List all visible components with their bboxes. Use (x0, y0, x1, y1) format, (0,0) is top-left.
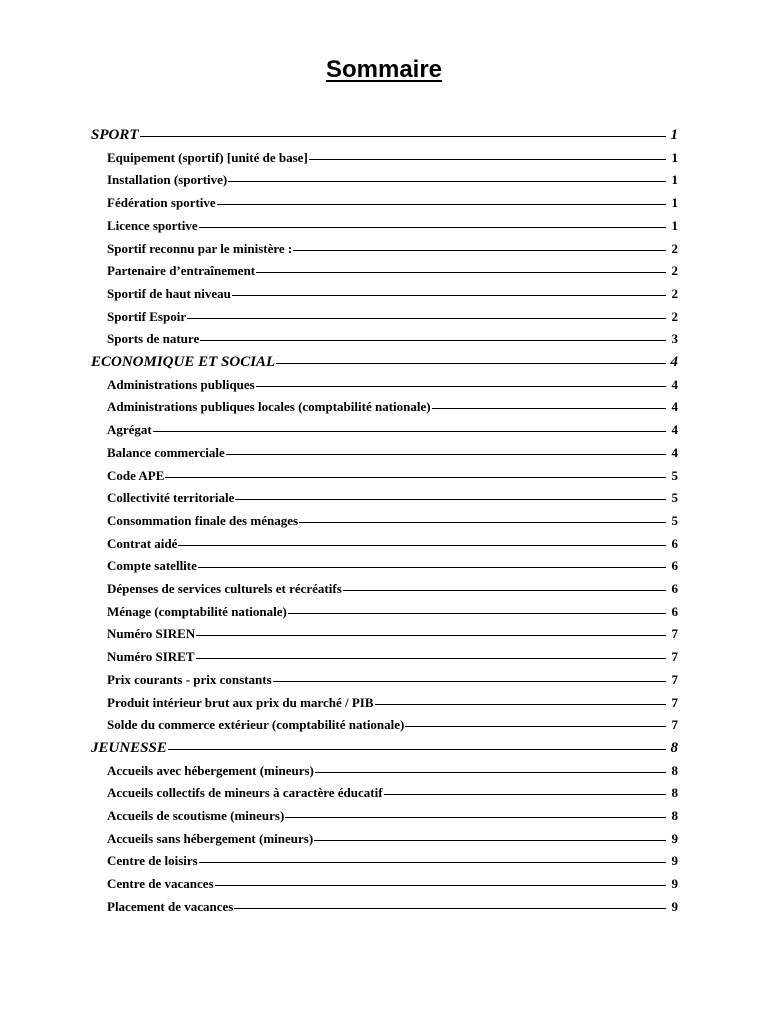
toc-page-number: 9 (671, 830, 678, 846)
toc-label: Sports de nature (107, 331, 200, 347)
toc-leader (165, 477, 666, 478)
toc-label: ECONOMIQUE ET SOCIAL (91, 354, 276, 370)
toc-page-number: 3 (671, 331, 678, 347)
toc-entry[interactable] (107, 328, 678, 350)
toc-entry[interactable] (107, 601, 678, 623)
toc-leader (273, 681, 666, 682)
toc-leader (153, 431, 666, 432)
toc-entry[interactable] (107, 374, 678, 396)
toc-entry[interactable] (107, 419, 678, 441)
toc-leader (309, 159, 666, 160)
toc-leader (198, 567, 666, 568)
toc-entry[interactable] (107, 646, 678, 668)
toc-page-number: 9 (671, 876, 678, 892)
toc-page-number: 8 (670, 739, 678, 756)
toc-label: Sportif Espoir (107, 308, 187, 324)
toc-leader (343, 590, 666, 591)
toc-label: Numéro SIRET (107, 649, 195, 665)
toc-page-number: 6 (671, 581, 678, 596)
toc-leader (215, 885, 666, 886)
toc-entry[interactable] (107, 215, 678, 237)
toc-leader (168, 749, 666, 750)
toc-entry[interactable] (107, 714, 678, 736)
toc-label: Sportif reconnu par le ministère : (107, 240, 293, 256)
toc-leader (256, 386, 666, 387)
toc-label: Accueils de scoutisme (mineurs) (107, 808, 285, 823)
toc-page-number: 5 (671, 467, 678, 483)
toc-leader (140, 136, 666, 137)
toc-page-number: 1 (670, 127, 678, 143)
toc-page-number: 7 (671, 671, 678, 687)
toc-label: Centre de loisirs (107, 853, 198, 869)
toc-leader (315, 772, 666, 773)
toc-page-number: 4 (671, 422, 678, 438)
toc-entry[interactable] (107, 169, 678, 191)
toc-leader (232, 295, 666, 296)
toc-entry[interactable] (107, 442, 678, 464)
toc-page-number: 6 (671, 558, 678, 574)
toc-section[interactable] (91, 351, 678, 373)
toc-leader (384, 794, 666, 795)
toc-entry[interactable] (107, 306, 678, 328)
toc-entry[interactable] (107, 805, 678, 827)
toc-entry[interactable] (107, 896, 678, 918)
toc-page-number: 4 (671, 399, 678, 415)
toc-page-number: 7 (671, 694, 678, 710)
toc-page-number: 5 (671, 512, 678, 528)
toc-leader (228, 181, 666, 182)
toc-page-number: 7 (671, 649, 678, 665)
toc-entry[interactable] (107, 465, 678, 487)
toc-section[interactable] (91, 124, 678, 146)
toc-entry[interactable] (107, 487, 678, 509)
toc-label: Ménage (comptabilité nationale) (107, 603, 287, 619)
toc-leader (256, 272, 666, 273)
toc-entry[interactable] (107, 828, 678, 850)
toc-leader (405, 726, 666, 727)
toc-label: Sportif de haut niveau (107, 285, 231, 301)
toc-label: Licence sportive (107, 217, 198, 233)
toc-page-number: 2 (671, 308, 678, 324)
toc-leader (199, 862, 666, 863)
toc-label: Accueils collectifs de mineurs à caractère éducatif (107, 785, 383, 801)
toc-label: Installation (sportive) (107, 172, 228, 188)
toc-page-number: 2 (671, 263, 678, 279)
toc-entry[interactable] (107, 623, 678, 645)
toc-leader (235, 499, 666, 500)
toc-page-number: 1 (671, 149, 678, 165)
toc-label: Code APE (107, 467, 165, 483)
toc-label: JEUNESSE (91, 739, 167, 756)
toc-entry[interactable] (107, 260, 678, 282)
toc-entry[interactable] (107, 147, 678, 169)
toc-page-number: 9 (671, 853, 678, 869)
toc-leader (432, 408, 666, 409)
toc-label: Balance commerciale (107, 444, 225, 460)
toc-page-number: 7 (671, 717, 678, 733)
toc-page-number: 7 (671, 626, 678, 642)
toc-entry[interactable] (107, 192, 678, 214)
toc-leader (299, 522, 666, 523)
toc-entry[interactable] (107, 578, 678, 600)
toc-page-number: 6 (671, 535, 678, 551)
toc-page-number: 9 (671, 898, 678, 914)
toc-label: Contrat aidé (107, 535, 178, 551)
toc-leader (199, 227, 666, 228)
toc-leader (375, 704, 666, 705)
toc-entry[interactable] (107, 782, 678, 804)
toc-leader (187, 318, 666, 319)
toc-label: Administrations publiques (107, 376, 255, 392)
toc-leader (178, 545, 666, 546)
toc-label: Solde du commerce extérieur (comptabilité nationale) (107, 717, 405, 733)
toc-page-number: 1 (671, 172, 678, 188)
toc-page-number: 4 (670, 354, 678, 370)
page-title: Sommaire (325, 56, 443, 83)
toc-page-number: 8 (671, 762, 678, 778)
toc-leader (200, 340, 666, 341)
toc-leader (196, 658, 666, 659)
toc-label: Collectivité territoriale (107, 490, 235, 506)
toc-leader (217, 204, 666, 205)
toc-entry[interactable] (107, 510, 678, 532)
toc-entry[interactable] (107, 850, 678, 872)
toc-page-number: 8 (671, 785, 678, 801)
toc-entry[interactable] (107, 555, 678, 577)
toc-page-number: 2 (671, 285, 678, 301)
toc-entry[interactable] (107, 283, 678, 305)
toc-leader (288, 613, 666, 614)
toc-entry[interactable] (107, 669, 678, 691)
toc-label: Partenaire d’entraînement (107, 263, 256, 279)
toc-entry[interactable] (107, 396, 678, 418)
toc-label: SPORT (91, 127, 139, 143)
toc-label: Produit intérieur brut aux prix du marché / PIB (107, 694, 374, 710)
toc-leader (234, 908, 666, 909)
toc-page-number: 2 (671, 240, 678, 256)
toc-leader (293, 250, 666, 251)
toc-page-number: 4 (671, 444, 678, 460)
toc-label: Administrations publiques locales (comptabilité nationale) (107, 399, 431, 415)
toc-leader (314, 840, 666, 841)
toc-page-number: 6 (671, 603, 678, 619)
toc-page-number: 1 (671, 217, 678, 233)
toc-page-number: 5 (671, 490, 678, 506)
toc-page-number: 4 (671, 376, 678, 392)
toc-leader (276, 363, 666, 364)
toc-label: Placement de vacances (107, 898, 234, 914)
toc-label: Accueils sans hébergement (mineurs) (107, 830, 314, 846)
toc-label: Compte satellite (107, 558, 197, 574)
toc-leader (226, 454, 666, 455)
toc-label: Agrégat (107, 422, 152, 438)
toc-label: Prix courants - prix constants (107, 671, 272, 687)
toc-label: Consommation finale des ménages (107, 512, 299, 528)
toc-label: Accueils avec hébergement (mineurs) (107, 762, 314, 778)
toc-label: Numéro SIREN (107, 626, 196, 642)
toc-entry[interactable] (107, 692, 678, 714)
toc-page-number: 8 (671, 808, 678, 823)
toc-page-number: 1 (671, 195, 678, 211)
toc-label: Equipement (sportif) [unité de base] (107, 149, 308, 165)
toc-label: Centre de vacances (107, 876, 214, 892)
toc-entry[interactable] (107, 238, 678, 260)
toc-entry[interactable] (107, 533, 678, 555)
toc-label: Dépenses de services culturels et récréatifs (107, 581, 342, 596)
toc-entry[interactable] (107, 873, 678, 895)
toc-section[interactable] (91, 737, 678, 759)
toc-entry[interactable] (107, 760, 678, 782)
toc-leader (196, 635, 666, 636)
toc-leader (285, 817, 666, 818)
toc-label: Fédération sportive (107, 195, 216, 211)
